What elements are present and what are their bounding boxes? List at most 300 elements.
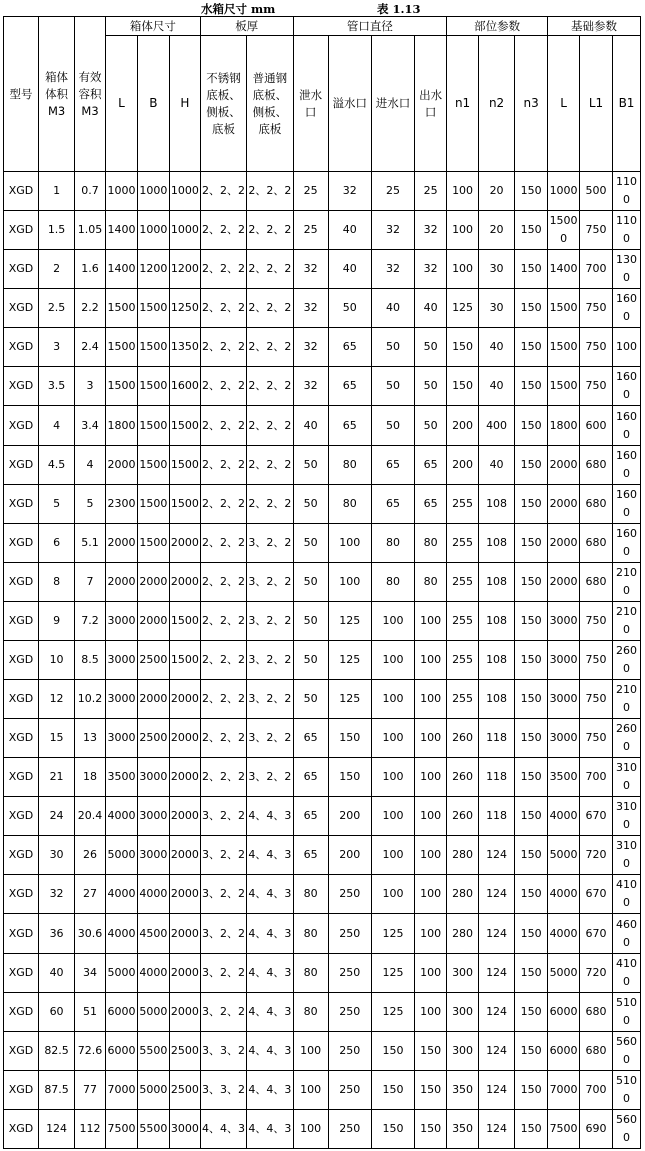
cell-box-volume: 2.5: [39, 289, 75, 328]
cell-base-l1: 720: [580, 836, 613, 875]
cell-base-length: 3000: [548, 719, 580, 758]
cell-base-b1: 2100: [613, 601, 641, 640]
cell-height: 1500: [169, 406, 200, 445]
cell-water-outlet: 100: [415, 914, 447, 953]
header-n2: n2: [479, 36, 515, 172]
cell-n1: 260: [447, 797, 479, 836]
cell-length: 4000: [106, 914, 138, 953]
cell-model: XGD: [4, 406, 39, 445]
cell-length: 4000: [106, 797, 138, 836]
header-n3: n3: [515, 36, 548, 172]
table-row: [4, 172, 641, 211]
cell-n3: 150: [515, 445, 548, 484]
cell-n1: 280: [447, 836, 479, 875]
table-row: [4, 758, 641, 797]
header-effective-volume: 有效容积M3: [75, 17, 106, 172]
cell-height: 1200: [169, 250, 200, 289]
cell-n2: 108: [479, 523, 515, 562]
cell-box-volume: 2: [39, 250, 75, 289]
cell-base-l1: 680: [580, 562, 613, 601]
cell-overflow-outlet: 65: [328, 328, 371, 367]
cell-n1: 350: [447, 1070, 479, 1109]
cell-n2: 108: [479, 484, 515, 523]
cell-water-outlet: 50: [415, 406, 447, 445]
cell-water-inlet: 100: [371, 680, 414, 719]
cell-overflow-outlet: 200: [328, 797, 371, 836]
cell-effective-volume: 4: [75, 445, 106, 484]
header-box-volume: 箱体体积M3: [39, 17, 75, 172]
cell-length: 1500: [106, 367, 138, 406]
cell-model: XGD: [4, 836, 39, 875]
header-length: L: [106, 36, 138, 172]
cell-width: 5500: [137, 1109, 169, 1148]
cell-model: XGD: [4, 211, 39, 250]
cell-ordinary-thickness: 4、4、3: [247, 797, 293, 836]
cell-base-length: 1000: [548, 172, 580, 211]
table-row: [4, 992, 641, 1031]
cell-width: 1000: [137, 172, 169, 211]
cell-water-outlet: 100: [415, 875, 447, 914]
cell-n2: 124: [479, 992, 515, 1031]
cell-water-outlet: 80: [415, 562, 447, 601]
cell-water-outlet: 65: [415, 445, 447, 484]
cell-n2: 124: [479, 1070, 515, 1109]
cell-stainless-thickness: 3、2、2: [200, 875, 246, 914]
cell-ordinary-thickness: 3、2、2: [247, 680, 293, 719]
cell-base-b1: 5600: [613, 1031, 641, 1070]
header-base-b1: B1: [613, 36, 641, 172]
cell-height: 2000: [169, 680, 200, 719]
cell-height: 1250: [169, 289, 200, 328]
cell-model: XGD: [4, 719, 39, 758]
cell-water-inlet: 50: [371, 367, 414, 406]
cell-n2: 118: [479, 797, 515, 836]
cell-height: 2000: [169, 992, 200, 1031]
cell-overflow-outlet: 200: [328, 836, 371, 875]
cell-ordinary-thickness: 3、2、2: [247, 640, 293, 679]
cell-n2: 124: [479, 1031, 515, 1070]
cell-n3: 150: [515, 758, 548, 797]
cell-width: 3000: [137, 758, 169, 797]
cell-base-b1: 2100: [613, 562, 641, 601]
cell-width: 4000: [137, 875, 169, 914]
cell-base-length: 5000: [548, 836, 580, 875]
header-base-l1: L1: [580, 36, 613, 172]
cell-box-volume: 1: [39, 172, 75, 211]
cell-ordinary-thickness: 4、4、3: [247, 836, 293, 875]
cell-overflow-outlet: 125: [328, 640, 371, 679]
cell-height: 2000: [169, 953, 200, 992]
cell-ordinary-thickness: 2、2、2: [247, 289, 293, 328]
table-row: [4, 640, 641, 679]
cell-stainless-thickness: 2、2、2: [200, 758, 246, 797]
cell-n1: 280: [447, 914, 479, 953]
cell-overflow-outlet: 40: [328, 211, 371, 250]
cell-water-inlet: 80: [371, 562, 414, 601]
cell-ordinary-thickness: 2、2、2: [247, 172, 293, 211]
cell-base-length: 2000: [548, 445, 580, 484]
table-row: [4, 680, 641, 719]
cell-n3: 150: [515, 328, 548, 367]
cell-n1: 300: [447, 953, 479, 992]
cell-n3: 150: [515, 211, 548, 250]
header-plate-thickness: 板厚: [200, 17, 293, 36]
cell-n2: 124: [479, 875, 515, 914]
cell-ordinary-thickness: 3、2、2: [247, 758, 293, 797]
cell-base-b1: 2100: [613, 680, 641, 719]
table-row: [4, 406, 641, 445]
cell-n1: 350: [447, 1109, 479, 1148]
cell-box-volume: 3.5: [39, 367, 75, 406]
table-row: [4, 250, 641, 289]
cell-base-l1: 750: [580, 719, 613, 758]
cell-box-volume: 1.5: [39, 211, 75, 250]
cell-effective-volume: 2.4: [75, 328, 106, 367]
cell-box-volume: 10: [39, 640, 75, 679]
cell-water-inlet: 150: [371, 1109, 414, 1148]
cell-base-b1: 4100: [613, 875, 641, 914]
cell-base-b1: 3100: [613, 797, 641, 836]
cell-overflow-outlet: 100: [328, 562, 371, 601]
cell-overflow-outlet: 40: [328, 250, 371, 289]
cell-height: 2000: [169, 523, 200, 562]
cell-model: XGD: [4, 953, 39, 992]
cell-water-outlet: 80: [415, 523, 447, 562]
cell-stainless-thickness: 3、3、2: [200, 1031, 246, 1070]
cell-water-outlet: 100: [415, 680, 447, 719]
cell-stainless-thickness: 2、2、2: [200, 328, 246, 367]
cell-base-b1: 1600: [613, 484, 641, 523]
cell-water-inlet: 100: [371, 719, 414, 758]
cell-effective-volume: 34: [75, 953, 106, 992]
cell-n2: 108: [479, 640, 515, 679]
cell-length: 2000: [106, 445, 138, 484]
cell-n3: 150: [515, 523, 548, 562]
cell-base-length: 6000: [548, 992, 580, 1031]
table-row: [4, 328, 641, 367]
cell-height: 2000: [169, 797, 200, 836]
cell-base-l1: 680: [580, 445, 613, 484]
cell-height: 3000: [169, 1109, 200, 1148]
cell-n2: 124: [479, 836, 515, 875]
cell-n3: 150: [515, 992, 548, 1031]
cell-model: XGD: [4, 1031, 39, 1070]
cell-box-volume: 9: [39, 601, 75, 640]
cell-box-volume: 4: [39, 406, 75, 445]
cell-n1: 255: [447, 562, 479, 601]
cell-base-b1: 2600: [613, 640, 641, 679]
cell-water-outlet: 100: [415, 640, 447, 679]
table-row: [4, 1070, 641, 1109]
cell-width: 3000: [137, 836, 169, 875]
cell-n3: 150: [515, 406, 548, 445]
cell-n3: 150: [515, 289, 548, 328]
water-tank-dimension-table: [3, 16, 641, 1149]
cell-n1: 260: [447, 719, 479, 758]
table-row: [4, 562, 641, 601]
cell-effective-volume: 72.6: [75, 1031, 106, 1070]
cell-base-l1: 750: [580, 601, 613, 640]
cell-effective-volume: 27: [75, 875, 106, 914]
cell-base-b1: 4100: [613, 953, 641, 992]
cell-model: XGD: [4, 250, 39, 289]
cell-length: 1400: [106, 211, 138, 250]
cell-drain-outlet: 32: [293, 328, 328, 367]
cell-water-inlet: 125: [371, 992, 414, 1031]
cell-effective-volume: 1.05: [75, 211, 106, 250]
cell-base-length: 3000: [548, 601, 580, 640]
cell-stainless-thickness: 2、2、2: [200, 445, 246, 484]
cell-width: 5500: [137, 1031, 169, 1070]
cell-base-b1: 3100: [613, 836, 641, 875]
cell-base-b1: 2600: [613, 719, 641, 758]
cell-base-length: 1500: [548, 328, 580, 367]
cell-ordinary-thickness: 2、2、2: [247, 406, 293, 445]
cell-n3: 150: [515, 719, 548, 758]
cell-width: 2000: [137, 680, 169, 719]
cell-height: 2000: [169, 836, 200, 875]
cell-overflow-outlet: 80: [328, 445, 371, 484]
cell-base-length: 7000: [548, 1070, 580, 1109]
cell-stainless-thickness: 3、2、2: [200, 953, 246, 992]
cell-water-inlet: 100: [371, 758, 414, 797]
cell-length: 3000: [106, 601, 138, 640]
cell-n2: 124: [479, 914, 515, 953]
cell-base-l1: 750: [580, 367, 613, 406]
cell-model: XGD: [4, 680, 39, 719]
cell-water-outlet: 50: [415, 328, 447, 367]
cell-stainless-thickness: 2、2、2: [200, 172, 246, 211]
header-water-inlet: 进水口: [371, 36, 414, 172]
cell-water-inlet: 50: [371, 328, 414, 367]
cell-model: XGD: [4, 1070, 39, 1109]
cell-ordinary-thickness: 3、2、2: [247, 601, 293, 640]
cell-model: XGD: [4, 562, 39, 601]
cell-box-volume: 60: [39, 992, 75, 1031]
cell-effective-volume: 1.6: [75, 250, 106, 289]
cell-width: 5000: [137, 1070, 169, 1109]
header-water-outlet: 出水口: [415, 36, 447, 172]
cell-drain-outlet: 100: [293, 1109, 328, 1148]
table-row: [4, 875, 641, 914]
cell-n3: 150: [515, 953, 548, 992]
cell-n2: 124: [479, 1109, 515, 1148]
cell-length: 2000: [106, 562, 138, 601]
cell-base-length: 1400: [548, 250, 580, 289]
cell-effective-volume: 3: [75, 367, 106, 406]
cell-base-b1: 4600: [613, 914, 641, 953]
cell-model: XGD: [4, 640, 39, 679]
cell-length: 2300: [106, 484, 138, 523]
cell-box-volume: 8: [39, 562, 75, 601]
cell-model: XGD: [4, 328, 39, 367]
cell-model: XGD: [4, 914, 39, 953]
cell-length: 1500: [106, 328, 138, 367]
cell-height: 2000: [169, 875, 200, 914]
cell-drain-outlet: 100: [293, 1070, 328, 1109]
cell-base-l1: 600: [580, 406, 613, 445]
cell-width: 1500: [137, 484, 169, 523]
cell-n1: 255: [447, 640, 479, 679]
cell-n2: 108: [479, 601, 515, 640]
table-row: [4, 445, 641, 484]
cell-length: 5000: [106, 953, 138, 992]
cell-n3: 150: [515, 1109, 548, 1148]
cell-n1: 255: [447, 601, 479, 640]
cell-height: 2000: [169, 719, 200, 758]
cell-overflow-outlet: 32: [328, 172, 371, 211]
cell-n2: 118: [479, 719, 515, 758]
cell-overflow-outlet: 150: [328, 758, 371, 797]
cell-model: XGD: [4, 797, 39, 836]
cell-stainless-thickness: 3、2、2: [200, 914, 246, 953]
header-ordinary-thickness: 普通钢底板、侧板、底板: [247, 36, 293, 172]
cell-ordinary-thickness: 4、4、3: [247, 914, 293, 953]
cell-n1: 255: [447, 484, 479, 523]
cell-width: 2000: [137, 562, 169, 601]
cell-base-length: 1500: [548, 289, 580, 328]
cell-effective-volume: 8.5: [75, 640, 106, 679]
cell-n1: 300: [447, 992, 479, 1031]
cell-n3: 150: [515, 367, 548, 406]
cell-base-b1: 1300: [613, 250, 641, 289]
cell-height: 1600: [169, 367, 200, 406]
cell-drain-outlet: 32: [293, 367, 328, 406]
cell-base-b1: 1600: [613, 367, 641, 406]
cell-model: XGD: [4, 523, 39, 562]
cell-base-l1: 750: [580, 680, 613, 719]
cell-water-inlet: 100: [371, 836, 414, 875]
cell-base-length: 1800: [548, 406, 580, 445]
cell-effective-volume: 30.6: [75, 914, 106, 953]
cell-base-length: 3000: [548, 640, 580, 679]
cell-length: 3000: [106, 680, 138, 719]
cell-width: 1000: [137, 211, 169, 250]
cell-effective-volume: 7: [75, 562, 106, 601]
cell-ordinary-thickness: 3、2、2: [247, 523, 293, 562]
cell-effective-volume: 18: [75, 758, 106, 797]
table-row: [4, 836, 641, 875]
table-row: [4, 797, 641, 836]
header-width: B: [137, 36, 169, 172]
cell-model: XGD: [4, 367, 39, 406]
cell-water-inlet: 40: [371, 289, 414, 328]
cell-base-length: 3500: [548, 758, 580, 797]
cell-length: 5000: [106, 836, 138, 875]
cell-width: 2500: [137, 719, 169, 758]
cell-effective-volume: 2.2: [75, 289, 106, 328]
cell-water-inlet: 65: [371, 484, 414, 523]
cell-model: XGD: [4, 992, 39, 1031]
cell-base-l1: 680: [580, 992, 613, 1031]
cell-model: XGD: [4, 289, 39, 328]
cell-width: 2500: [137, 640, 169, 679]
cell-stainless-thickness: 2、2、2: [200, 719, 246, 758]
cell-stainless-thickness: 2、2、2: [200, 484, 246, 523]
cell-box-volume: 124: [39, 1109, 75, 1148]
cell-height: 2000: [169, 562, 200, 601]
cell-model: XGD: [4, 875, 39, 914]
cell-base-l1: 720: [580, 953, 613, 992]
cell-base-length: 4000: [548, 797, 580, 836]
cell-base-b1: 1100: [613, 211, 641, 250]
cell-n3: 150: [515, 484, 548, 523]
cell-base-l1: 690: [580, 1109, 613, 1148]
cell-height: 1000: [169, 211, 200, 250]
cell-drain-outlet: 65: [293, 719, 328, 758]
cell-overflow-outlet: 125: [328, 601, 371, 640]
cell-height: 1500: [169, 601, 200, 640]
cell-n2: 40: [479, 445, 515, 484]
cell-height: 1000: [169, 172, 200, 211]
cell-base-b1: 5600: [613, 1109, 641, 1148]
cell-water-outlet: 150: [415, 1109, 447, 1148]
cell-water-inlet: 32: [371, 250, 414, 289]
cell-ordinary-thickness: 3、2、2: [247, 562, 293, 601]
cell-drain-outlet: 65: [293, 836, 328, 875]
cell-base-b1: 1600: [613, 406, 641, 445]
cell-length: 1400: [106, 250, 138, 289]
cell-water-outlet: 32: [415, 211, 447, 250]
cell-n2: 20: [479, 211, 515, 250]
cell-stainless-thickness: 2、2、2: [200, 289, 246, 328]
cell-box-volume: 40: [39, 953, 75, 992]
cell-width: 1500: [137, 328, 169, 367]
cell-box-volume: 12: [39, 680, 75, 719]
cell-water-inlet: 125: [371, 953, 414, 992]
cell-overflow-outlet: 100: [328, 523, 371, 562]
cell-n3: 150: [515, 250, 548, 289]
cell-base-length: 4000: [548, 875, 580, 914]
cell-water-inlet: 100: [371, 640, 414, 679]
table-row: [4, 367, 641, 406]
cell-box-volume: 87.5: [39, 1070, 75, 1109]
cell-base-length: 7500: [548, 1109, 580, 1148]
cell-n1: 150: [447, 328, 479, 367]
cell-base-l1: 700: [580, 1070, 613, 1109]
cell-base-b1: 3100: [613, 758, 641, 797]
cell-model: XGD: [4, 445, 39, 484]
cell-water-inlet: 100: [371, 797, 414, 836]
cell-box-volume: 21: [39, 758, 75, 797]
cell-box-volume: 3: [39, 328, 75, 367]
cell-base-l1: 500: [580, 172, 613, 211]
table-row: [4, 1031, 641, 1070]
cell-length: 7000: [106, 1070, 138, 1109]
cell-effective-volume: 5.1: [75, 523, 106, 562]
cell-effective-volume: 26: [75, 836, 106, 875]
table-row: [4, 914, 641, 953]
cell-length: 6000: [106, 992, 138, 1031]
cell-box-volume: 4.5: [39, 445, 75, 484]
cell-stainless-thickness: 3、2、2: [200, 797, 246, 836]
cell-water-inlet: 25: [371, 172, 414, 211]
cell-ordinary-thickness: 2、2、2: [247, 445, 293, 484]
table-number: 表 1.13: [377, 2, 421, 16]
cell-box-volume: 24: [39, 797, 75, 836]
cell-box-volume: 5: [39, 484, 75, 523]
cell-overflow-outlet: 250: [328, 953, 371, 992]
cell-n2: 124: [479, 953, 515, 992]
cell-n3: 150: [515, 914, 548, 953]
cell-base-l1: 750: [580, 289, 613, 328]
cell-water-outlet: 100: [415, 797, 447, 836]
cell-base-length: 4000: [548, 914, 580, 953]
cell-n3: 150: [515, 1031, 548, 1070]
cell-model: XGD: [4, 601, 39, 640]
cell-width: 1500: [137, 406, 169, 445]
cell-n1: 100: [447, 172, 479, 211]
